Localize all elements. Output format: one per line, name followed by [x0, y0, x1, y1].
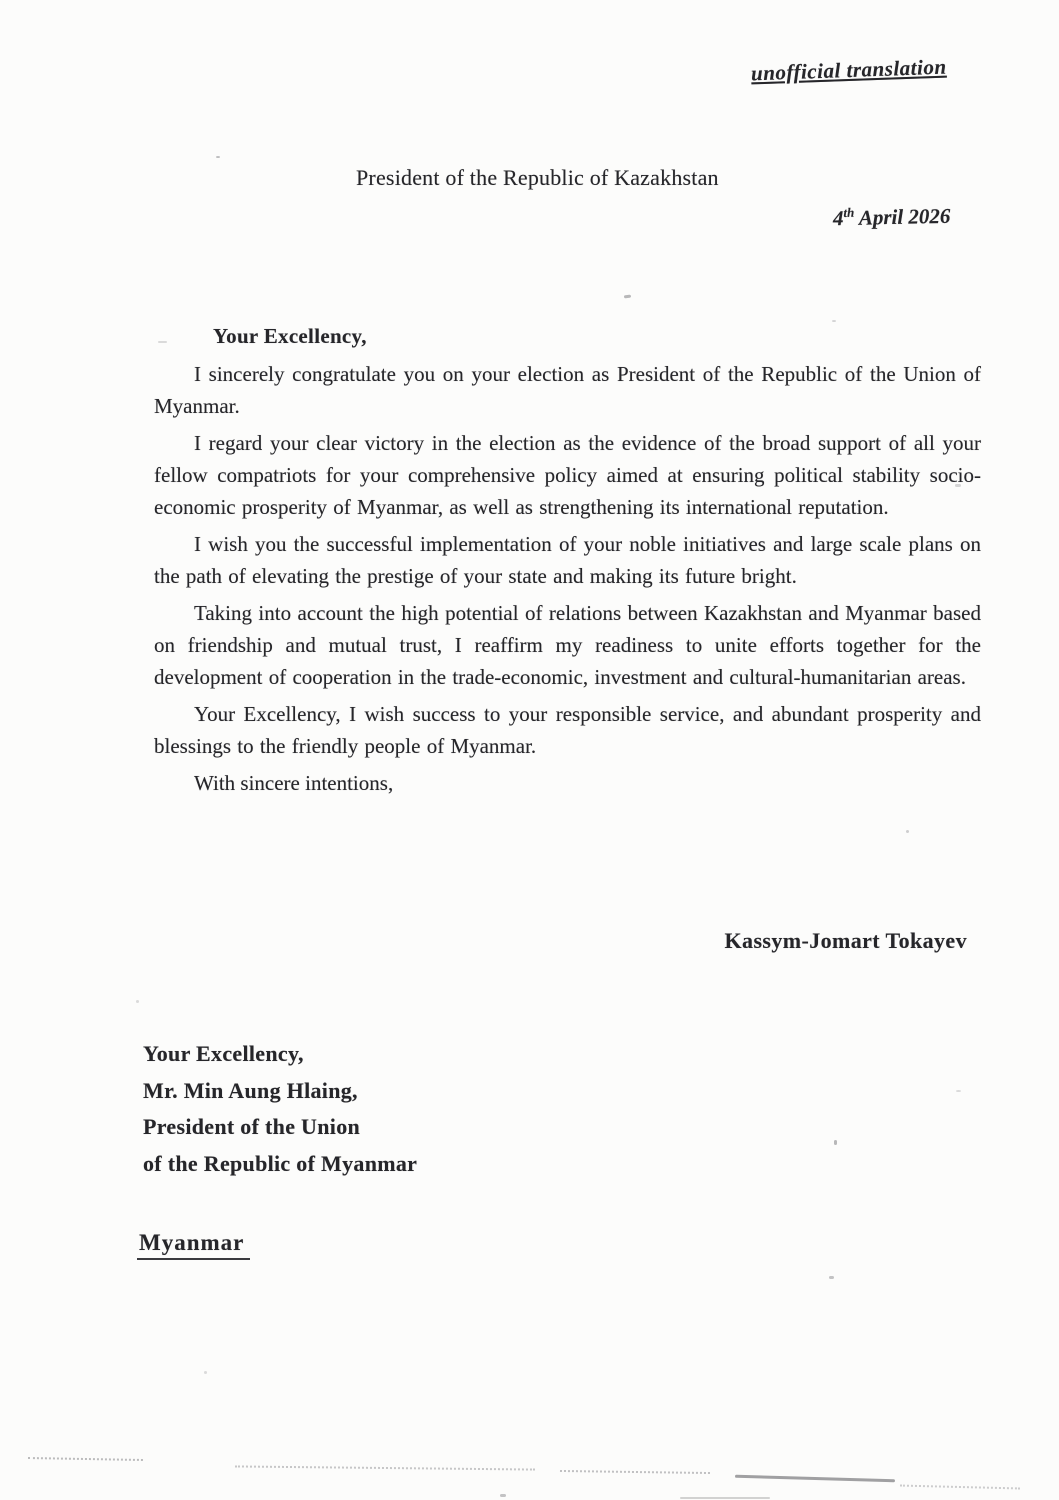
scan-speck — [204, 1371, 207, 1374]
sender-title: President of the Republic of Kazakhstan — [356, 165, 719, 190]
signature-name: Kassym-Jomart Tokayev — [724, 928, 967, 953]
unofficial-translation-note: unofficial translation — [751, 54, 948, 86]
closing-line: With sincere intentions, — [194, 771, 394, 795]
scan-speck — [829, 1276, 834, 1279]
salutation: Your Excellency, — [213, 324, 367, 348]
date-day: 4 — [832, 206, 844, 231]
recipient-line-3: President of the Union — [143, 1114, 361, 1139]
date-ordinal: th — [842, 204, 854, 221]
recipient-country: Myanmar — [137, 1230, 250, 1260]
scan-speck — [832, 320, 836, 322]
recipient-line-2: Mr. Min Aung Hlaing, — [143, 1077, 358, 1103]
date-rest: April 2026 — [853, 203, 951, 230]
scan-edge-artifact — [500, 1494, 506, 1497]
paragraph-3: I wish you the successful implementation of your noble initiatives and large scale plans on the path of elevating the prestige of your state and making its future bright. — [154, 532, 981, 588]
paragraph-5: Your Excellency, I wish success to your responsible service, and abundant prosperity and blessings to the friendly people of Myanmar. — [154, 702, 981, 758]
scan-speck — [136, 1000, 139, 1003]
scan-speck — [955, 484, 961, 487]
scan-speck — [158, 341, 167, 343]
letter-date — [832, 204, 950, 231]
paragraph-4: Taking into account the high potential of relations between Kazakhstan and Myanmar based on friendship and mutual trust, I reaffirm my readiness to unite efforts together for the development of cooperation in the trade-economic, investment and cultural-humanitarian areas. — [154, 601, 981, 689]
letter-body — [154, 320, 981, 799]
recipient-line-4: of the Republic of Myanmar — [143, 1150, 418, 1176]
scan-speck — [956, 1090, 961, 1092]
scan-speck — [216, 156, 220, 158]
paragraph-1: I sincerely congratulate you on your election as President of the Republic of the Union of Myanmar. — [154, 362, 981, 418]
scan-speck — [834, 1140, 837, 1145]
scan-edge-artifact — [680, 1497, 770, 1499]
recipient-line-1: Your Excellency, — [143, 1041, 304, 1066]
paragraph-2: I regard your clear victory in the election as the evidence of the broad support of all your fellow compatriots for your comprehensive policy aimed at ensuring political stability socio-economic prosperity of Myanmar, as well as strengthening its international reputation. — [154, 431, 981, 519]
scan-speck — [906, 830, 909, 833]
recipient-address-block — [143, 1036, 417, 1182]
